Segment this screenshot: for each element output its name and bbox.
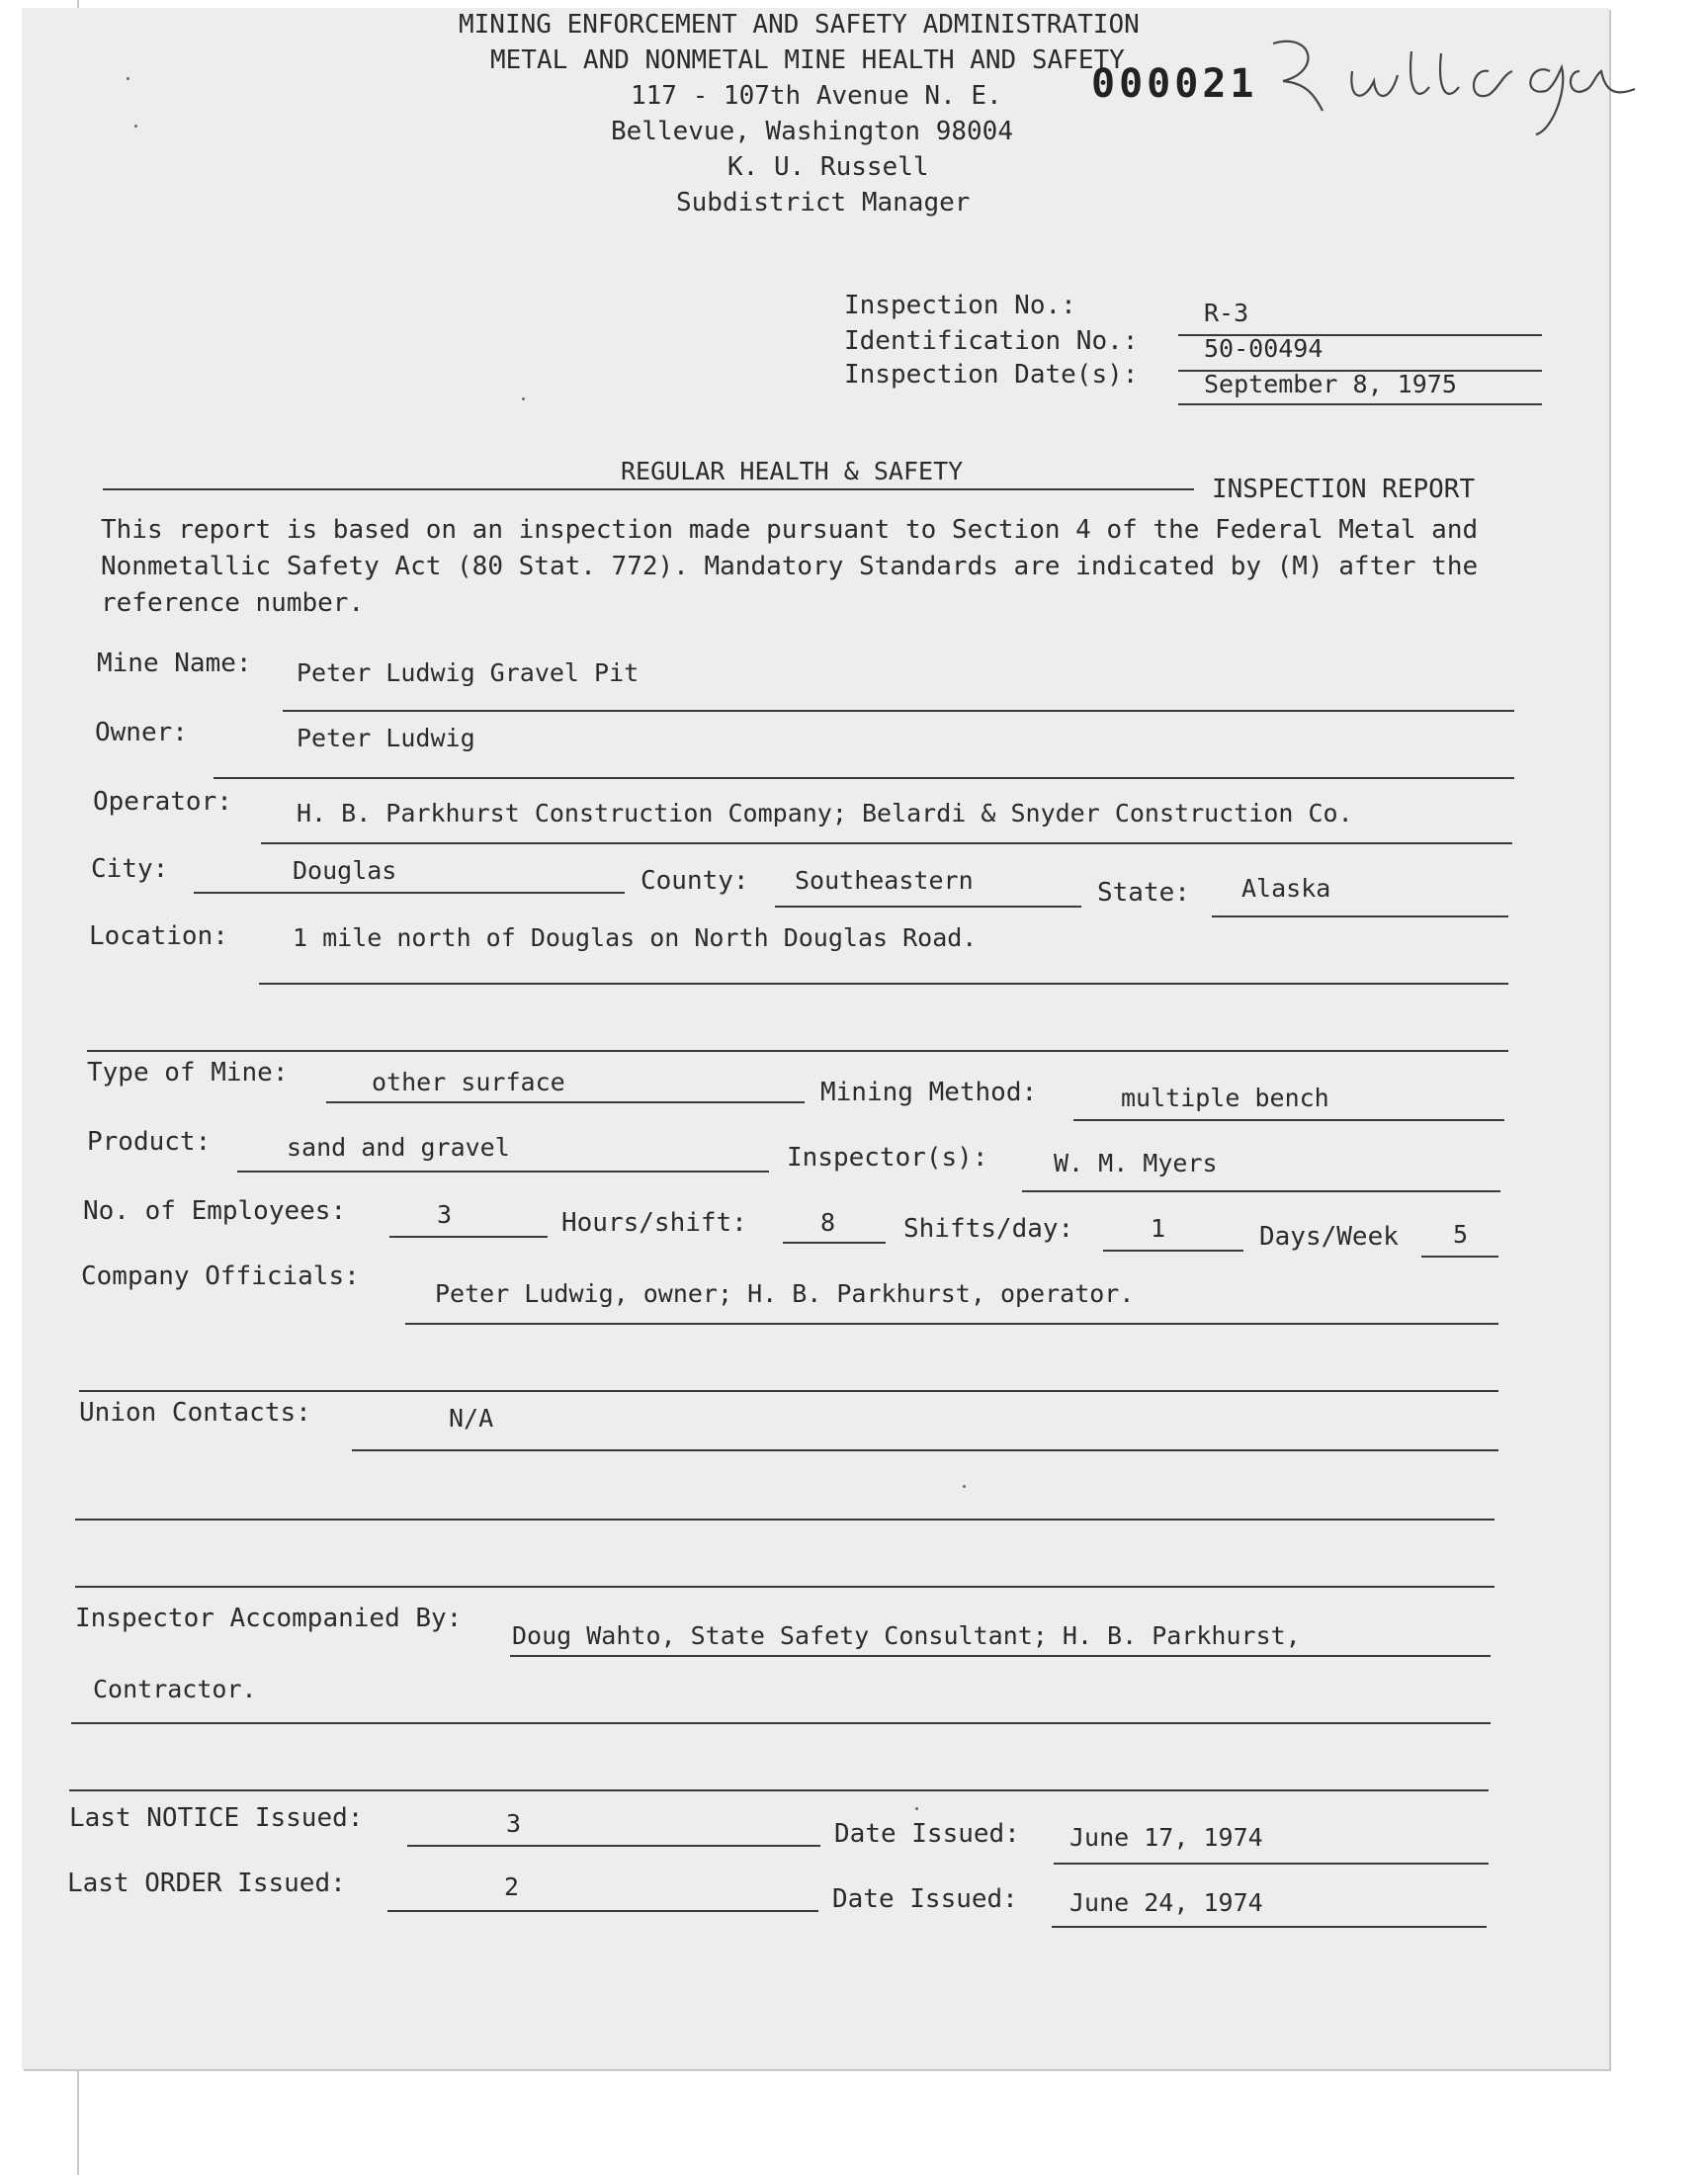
shifts-per-day-underline (1103, 1250, 1243, 1252)
product-underline (237, 1171, 769, 1173)
location-underline (259, 983, 1508, 985)
state-underline (1212, 915, 1508, 917)
accompanied-by-label: Inspector Accompanied By: (75, 1604, 463, 1633)
city-underline (194, 892, 625, 894)
accompanied-by-underline-2 (71, 1722, 1491, 1724)
accompanied-by-underline (510, 1655, 1491, 1657)
scan-speck (915, 1807, 918, 1810)
union-contacts-value: N/A (449, 1404, 494, 1433)
operator-value: H. B. Parkhurst Construction Company; Belardi & Snyder Construction Co. (297, 799, 1353, 827)
county-label: County: (640, 866, 749, 896)
mining-method-label: Mining Method: (820, 1078, 1038, 1107)
owner-label: Owner: (95, 718, 188, 747)
type-of-mine-underline (326, 1101, 805, 1103)
address-city: Bellevue, Washington 98004 (611, 117, 1013, 146)
manager-title: Subdistrict Manager (676, 188, 971, 218)
scan-speck (963, 1485, 966, 1488)
handwritten-signature (1253, 32, 1639, 140)
mine-name-underline (283, 710, 1514, 712)
document-number-stamp: 000021 (1091, 61, 1258, 107)
product-value: sand and gravel (287, 1133, 510, 1162)
union-contacts-underline (352, 1449, 1498, 1451)
report-intro-paragraph: This report is based on an inspection made pursuant to Section 4 of the Federal Metal and Nonmetallic Safety Act (80 Stat. 772). Mandatory Standards are indicated by (M) after the reference number. (101, 515, 1479, 618)
scan-speck (127, 77, 129, 80)
inspection-no-value: R-3 (1204, 299, 1249, 327)
county-value: Southeastern (795, 866, 974, 895)
shifts-per-day-value: 1 (1151, 1214, 1166, 1243)
last-notice-underline (407, 1845, 820, 1847)
report-title: INSPECTION REPORT (1212, 475, 1476, 504)
inspection-date-value: September 8, 1975 (1204, 370, 1457, 398)
owner-value: Peter Ludwig (297, 724, 475, 752)
hours-per-shift-label: Hours/shift: (561, 1208, 747, 1238)
state-value: Alaska (1241, 874, 1331, 903)
state-label: State: (1097, 878, 1190, 908)
report-type-underline (103, 488, 1194, 490)
location-value: 1 mile north of Douglas on North Douglas Road. (293, 923, 978, 952)
inspectors-label: Inspector(s): (787, 1143, 988, 1173)
order-date-underline (1052, 1926, 1487, 1928)
mining-method-underline (1073, 1119, 1504, 1121)
type-of-mine-value: other surface (372, 1068, 565, 1096)
owner-underline (214, 777, 1514, 779)
company-officials-label: Company Officials: (81, 1262, 360, 1291)
manager-name: K. U. Russell (727, 152, 929, 182)
last-order-value: 2 (504, 1872, 520, 1901)
location-underline-2 (87, 1050, 1508, 1052)
order-date-label: Date Issued: (832, 1884, 1018, 1914)
scan-speck (522, 397, 525, 400)
type-of-mine-label: Type of Mine: (87, 1058, 289, 1088)
inspectors-underline (1022, 1190, 1500, 1192)
city-value: Douglas (293, 856, 397, 885)
last-order-underline (387, 1910, 818, 1912)
notice-date-value: June 17, 1974 (1069, 1823, 1263, 1852)
days-per-week-label: Days/Week (1259, 1222, 1399, 1252)
agency-name: MINING ENFORCEMENT AND SAFETY ADMINISTRATION (459, 10, 1140, 40)
last-notice-label: Last NOTICE Issued: (69, 1803, 364, 1833)
union-contacts-underline-2 (75, 1519, 1494, 1521)
accompanied-by-underline-3 (69, 1789, 1489, 1791)
report-type: REGULAR HEALTH & SAFETY (621, 457, 964, 485)
mining-method-value: multiple bench (1121, 1084, 1329, 1112)
address-street: 117 - 107th Avenue N. E. (631, 81, 1002, 111)
operator-label: Operator: (93, 787, 232, 817)
union-contacts-underline-3 (75, 1586, 1494, 1588)
accompanied-by-value-2: Contractor. (93, 1675, 257, 1703)
mine-name-value: Peter Ludwig Gravel Pit (297, 658, 640, 687)
scan-speck (134, 125, 137, 128)
company-officials-underline-2 (79, 1390, 1498, 1392)
notice-date-label: Date Issued: (834, 1819, 1020, 1849)
mine-name-label: Mine Name: (97, 649, 252, 678)
employees-value: 3 (437, 1200, 453, 1229)
division-name: METAL AND NONMETAL MINE HEALTH AND SAFETY (490, 45, 1125, 75)
company-officials-value: Peter Ludwig, owner; H. B. Parkhurst, operator. (435, 1279, 1135, 1308)
product-label: Product: (87, 1127, 212, 1157)
inspection-date-label: Inspection Date(s): (844, 360, 1139, 390)
inspection-date-underline (1178, 403, 1542, 405)
days-per-week-underline (1421, 1256, 1498, 1258)
location-label: Location: (89, 921, 228, 951)
hours-per-shift-value: 8 (820, 1208, 836, 1237)
inspection-no-label: Inspection No.: (844, 291, 1076, 320)
county-underline (775, 906, 1081, 908)
employees-underline (389, 1236, 548, 1238)
hours-per-shift-underline (783, 1242, 886, 1244)
company-officials-underline (405, 1323, 1498, 1325)
inspectors-value: W. M. Myers (1054, 1149, 1218, 1177)
shifts-per-day-label: Shifts/day: (903, 1214, 1074, 1244)
last-notice-value: 3 (506, 1809, 522, 1838)
notice-date-underline (1054, 1863, 1489, 1865)
accompanied-by-value: Doug Wahto, State Safety Consultant; H. B. Parkhurst, (512, 1621, 1301, 1650)
identification-no-label: Identification No.: (844, 326, 1139, 356)
employees-label: No. of Employees: (83, 1196, 347, 1226)
city-label: City: (91, 854, 169, 884)
document-page (22, 8, 1609, 2069)
operator-underline (261, 842, 1512, 844)
last-order-label: Last ORDER Issued: (67, 1869, 346, 1898)
union-contacts-label: Union Contacts: (79, 1398, 311, 1428)
order-date-value: June 24, 1974 (1069, 1888, 1263, 1917)
identification-no-value: 50-00494 (1204, 334, 1324, 363)
days-per-week-value: 5 (1453, 1220, 1469, 1249)
